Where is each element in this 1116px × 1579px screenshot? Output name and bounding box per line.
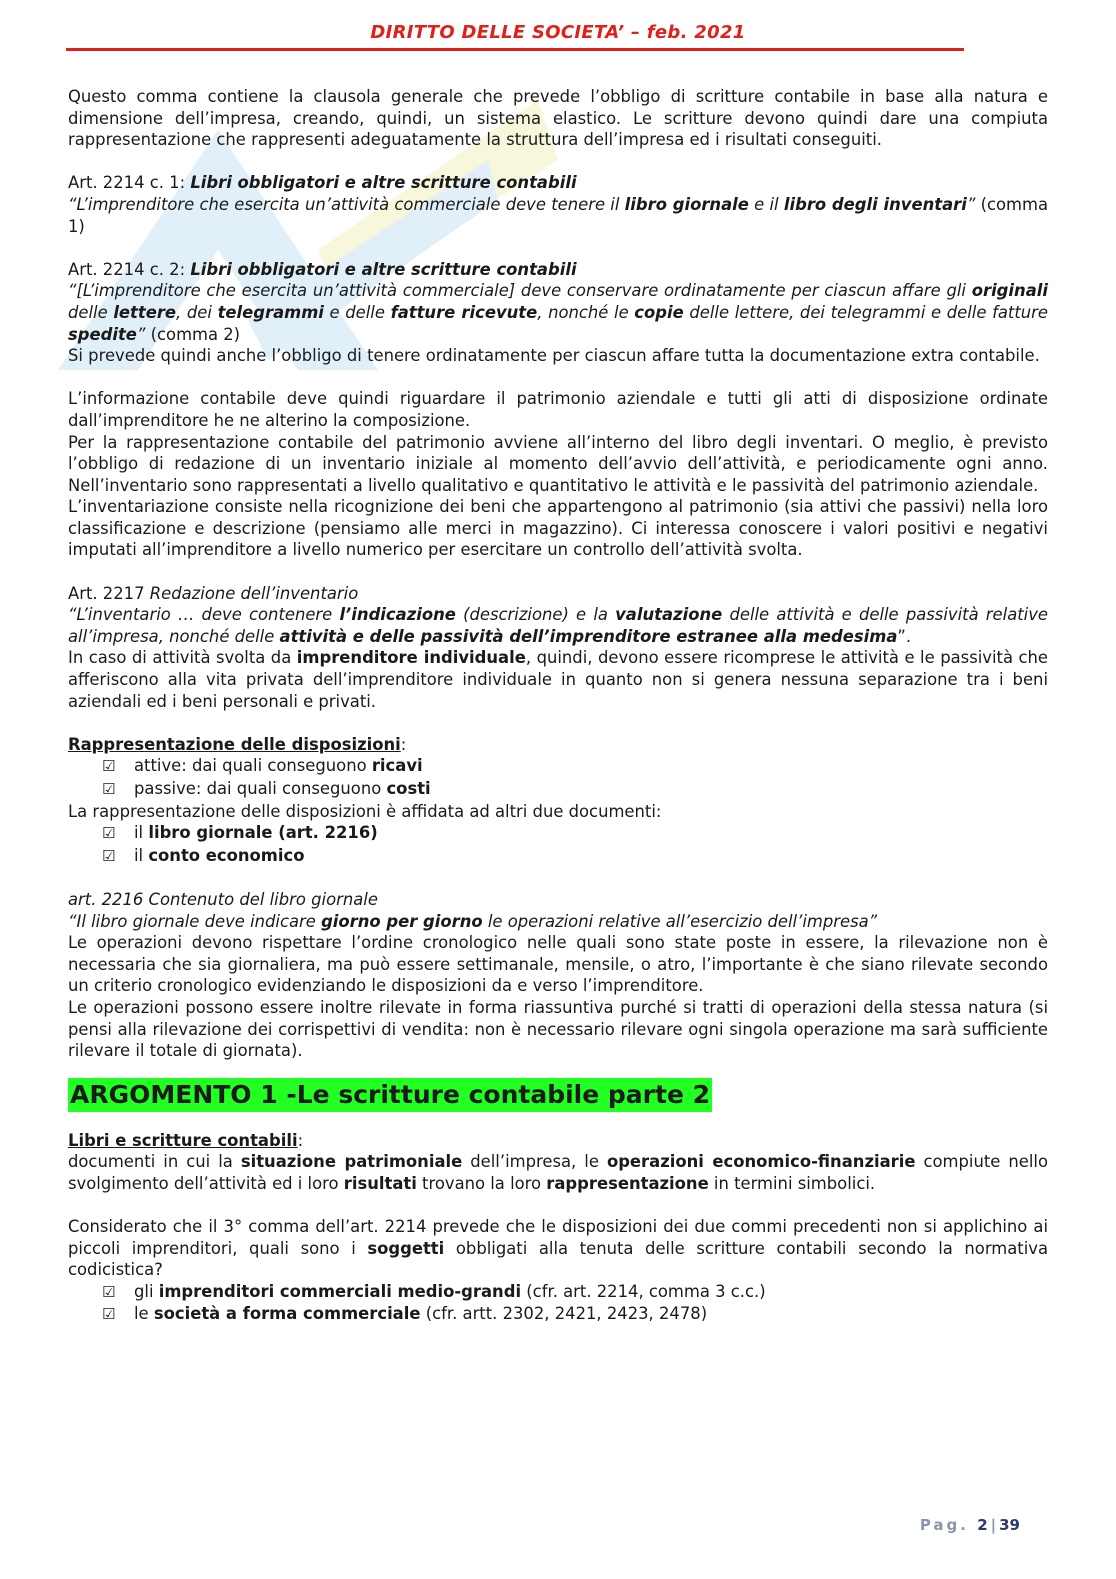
art-2217-follow: In caso di attività svolta da imprenditore individuale, quindi, devono essere ricomprese le attività e le passività che afferiscono alla vita privata dell’imprenditore individuale in quanto non si genera nessuna separazione tra i beni aziendali ed i beni personali e privati. bbox=[68, 648, 1048, 711]
page-separator: | bbox=[990, 1516, 997, 1534]
disposizioni-heading: Rappresentazione delle disposizioni: bbox=[68, 734, 407, 754]
checkbox-icon: ☑ bbox=[102, 757, 116, 776]
section-title: ARGOMENTO 1 -Le scritture contabile parte 2 bbox=[68, 1078, 712, 1112]
libri-paragraph: documenti in cui la situazione patrimoniale dell’impresa, le operazioni economico-finanziarie compiute nello svolgimento dell’attività ed i loro risultati trovano la loro rappresentazione in termini simbolici. bbox=[68, 1152, 1049, 1193]
list-item: ☑ il conto economico bbox=[102, 845, 1048, 868]
checkbox-icon: ☑ bbox=[102, 780, 116, 798]
art-2214-c2-quote: “[L’imprenditore che esercita un’attività commerciale] deve conservare ordinatamente per ciascun affare gli originali delle lettere, dei telegrammi e delle fatture ricevute, nonché le copie delle lettere, dei telegrammi e delle fatture spedite” (comma 2) bbox=[68, 281, 1048, 344]
documents-list bbox=[68, 822, 1048, 867]
list-item: ☑ passive: dai quali conseguono costi bbox=[102, 778, 1048, 801]
checkbox-icon: ☑ bbox=[102, 1305, 116, 1324]
info-paragraph-1: L’informazione contabile deve quindi riguardare il patrimonio aziendale e tutti gli atti di disposizione ordinate dall’imprenditore he ne alterino la composizione. bbox=[68, 389, 1048, 430]
checkbox-icon: ☑ bbox=[102, 1282, 116, 1301]
page-content bbox=[68, 86, 1048, 1326]
page-total: 39 bbox=[999, 1516, 1020, 1534]
page-label: Pag. bbox=[919, 1516, 969, 1534]
art-2217-heading: Art. 2217 Redazione dell’inventario bbox=[68, 583, 359, 603]
list-item: ☑ gli imprenditori commerciali medio-grandi (cfr. art. 2214, comma 3 c.c.) bbox=[102, 1281, 1048, 1304]
list-item: ☑ il libro giornale (art. 2216) bbox=[102, 822, 1048, 845]
art-2214-c1-quote: “L’imprenditore che esercita un’attività commerciale deve tenere il libro giornale e il libro degli inventari” (comma 1) bbox=[68, 194, 1049, 236]
art-2214-c1-heading: Art. 2214 c. 1: Libri obbligatori e altre scritture contabili bbox=[68, 173, 577, 193]
list-item: ☑ le società a forma commerciale (cfr. artt. 2302, 2421, 2423, 2478) bbox=[102, 1303, 1048, 1326]
art-2214-c2-follow: Si prevede quindi anche l’obbligo di tenere ordinatamente per ciascun affare tutta la documentazione extra contabile. bbox=[68, 346, 1040, 366]
checkbox-icon: ☑ bbox=[102, 824, 116, 843]
checkbox-icon: ☑ bbox=[102, 846, 116, 865]
info-paragraph-3: L’inventariazione consiste nella ricognizione dei beni che appartengono al patrimonio (sia attivi che passivi) nella loro classificazione e descrizione (pensiamo alle merci in magazzino). Ci interessa conoscere i valori positivi e negativi imputati all’imprenditore a livello numerico per esercitare un controllo dell’attività svolta. bbox=[68, 497, 1048, 560]
page-header-title: DIRITTO DELLE SOCIETA’ – feb. 2021 bbox=[370, 22, 746, 43]
intro-paragraph: Questo comma contiene la clausola generale che prevede l’obbligo di scritture contabile in base alla natura e dimensione dell’impresa, creando, quindi, un sistema elastico. Le scritture devono quindi dare una compiuta rappresentazione che rappresenti adeguatamente la struttura dell’impresa ed i risultati conseguiti. bbox=[68, 87, 1048, 150]
art-2217-quote: “L’inventario … deve contenere l’indicazione (descrizione) e la valutazione delle attività e delle passività relative all’impresa, nonché delle attività e delle passività dell’imprenditore estranee alla medesima”. bbox=[68, 605, 1048, 646]
header-rule bbox=[66, 48, 964, 51]
info-paragraph-2: Per la rappresentazione contabile del patrimonio avviene all’interno del libro degli inventari. O meglio, è previsto l’obbligo di redazione di un inventario iniziale al momento dell’avvio dell’attività, e periodicamente ogni anno. Nell’inventario sono rappresentati a livello qualitativo e quantitativo le attività e le passività del patrimonio aziendale. bbox=[68, 432, 1048, 495]
page-footer bbox=[920, 1516, 1020, 1534]
soggetti-paragraph: Considerato che il 3° comma dell’art. 2214 prevede che le disposizioni dei due commi precedenti non si applichino ai piccoli imprenditori, quali sono i soggetti obbligati alla tenuta delle scritture contabili secondo la normativa codicistica? bbox=[68, 1217, 1049, 1280]
art-2216-paragraph-1: Le operazioni devono rispettare l’ordine cronologico nelle quali sono state poste in essere, la rilevazione non è necessaria che sia giornaliera, ma può essere settimanale, mensile, o atro, l’importante è che siano rilevate secondo un criterio cronologico evidenziando le disposizioni da e verso l’imprenditore. bbox=[68, 933, 1048, 996]
soggetti-list bbox=[68, 1281, 1048, 1326]
art-2216-heading: art. 2216 Contenuto del libro giornale bbox=[68, 889, 378, 909]
list-item: ☑ attive: dai quali conseguono ricavi bbox=[102, 755, 1048, 778]
disposizioni-intro: La rappresentazione delle disposizioni è affidata ad altri due documenti: bbox=[68, 801, 662, 821]
art-2216-quote: “Il libro giornale deve indicare giorno per giorno le operazioni relative all’esercizio dell’impresa” bbox=[68, 911, 878, 931]
disposizioni-list bbox=[68, 755, 1048, 800]
page-number: 2 bbox=[977, 1516, 988, 1534]
libri-heading: Libri e scritture contabili: bbox=[68, 1130, 304, 1150]
art-2216-paragraph-2: Le operazioni possono essere inoltre rilevate in forma riassuntiva purché si tratti di operazioni della stessa natura (si pensi alla rilevazione dei corrispettivi di vendita: non è necessario rilevare ogni singola operazione ma sarà sufficiente rilevare il totale di giornata). bbox=[68, 997, 1048, 1061]
art-2214-c2-heading: Art. 2214 c. 2: Libri obbligatori e altre scritture contabili bbox=[68, 259, 577, 279]
